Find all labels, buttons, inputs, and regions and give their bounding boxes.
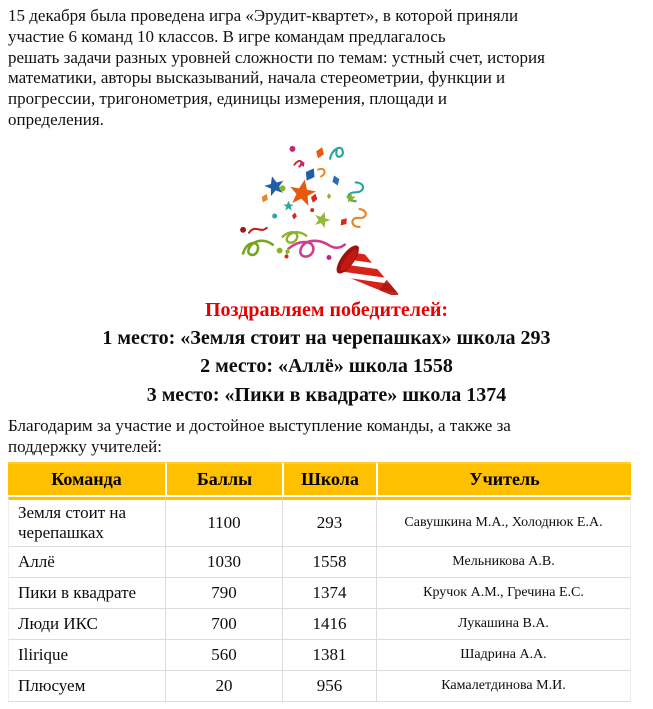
- teacher-cell: Лукашина В.А.: [376, 609, 631, 640]
- intro-line: участие 6 команд 10 классов. В игре командам предлагалось: [8, 26, 446, 46]
- header-teacher: Учитель: [376, 462, 631, 497]
- school-cell: 1381: [282, 640, 376, 671]
- points-cell: 1100: [165, 497, 282, 547]
- header-school: Школа: [282, 462, 376, 497]
- congratulations-title: Поздравляем победителей:: [204, 298, 449, 321]
- table-row: [8, 640, 631, 671]
- intro-line: решать задачи разных уровней сложности по темам: устный счет, история: [8, 47, 545, 67]
- school-cell: 293: [282, 497, 376, 547]
- thanks-line: Благодарим за участие и достойное выступление команды, а также за: [8, 416, 511, 436]
- table-row: [8, 578, 631, 609]
- intro-paragraph: [8, 6, 645, 131]
- intro-line: математики, авторы высказываний, начала стереометрии, функции и: [8, 68, 506, 88]
- party-popper-image: [0, 137, 653, 295]
- thanks-line: поддержку учителей:: [8, 437, 162, 457]
- table-row: [8, 609, 631, 640]
- intro-line: прогрессии, тригонометрия, единицы измерения, площади и: [8, 89, 448, 109]
- teacher-cell: Шадрина А.А.: [376, 640, 631, 671]
- table-row: [8, 671, 631, 702]
- team-cell: Плюсуем: [8, 671, 165, 702]
- teacher-cell: Камалетдинова М.И.: [376, 671, 631, 702]
- header-team: Команда: [8, 462, 165, 497]
- thanks-paragraph: [8, 415, 645, 457]
- winner-line-3: 3 место: «Пики в квадрате» школа 1374: [146, 383, 507, 406]
- points-cell: 790: [165, 578, 282, 609]
- teacher-cell: Савушкина М.А., Холоднюк Е.А.: [376, 497, 631, 547]
- team-cell: Земля стоит на черепашках: [8, 497, 165, 547]
- results-table: [8, 462, 631, 702]
- points-cell: 20: [165, 671, 282, 702]
- points-cell: 560: [165, 640, 282, 671]
- header-points: Баллы: [165, 462, 282, 497]
- school-cell: 956: [282, 671, 376, 702]
- team-cell: Ilirique: [8, 640, 165, 671]
- winner-line-2: 2 место: «Аллё» школа 1558: [200, 355, 453, 378]
- team-cell: Люди ИКС: [8, 609, 165, 640]
- teacher-cell: Мельникова А.В.: [376, 547, 631, 578]
- winner-line-1: 1 место: «Земля стоит на черепашках» школа 293: [102, 326, 551, 349]
- points-cell: 700: [165, 609, 282, 640]
- table-header-row: [8, 462, 631, 497]
- congratulations-block: [0, 297, 653, 410]
- table-row: [8, 547, 631, 578]
- school-cell: 1416: [282, 609, 376, 640]
- intro-line: 15 декабря была проведена игра «Эрудит-квартет», в которой приняли: [8, 6, 519, 25]
- table-row: [8, 497, 631, 547]
- school-cell: 1374: [282, 578, 376, 609]
- intro-line: определения.: [8, 109, 104, 129]
- party-popper-icon: [232, 137, 422, 295]
- team-cell: Пики в квадрате: [8, 578, 165, 609]
- teacher-cell: Кручок А.М., Гречина Е.С.: [376, 578, 631, 609]
- team-cell: Аллё: [8, 547, 165, 578]
- points-cell: 1030: [165, 547, 282, 578]
- school-cell: 1558: [282, 547, 376, 578]
